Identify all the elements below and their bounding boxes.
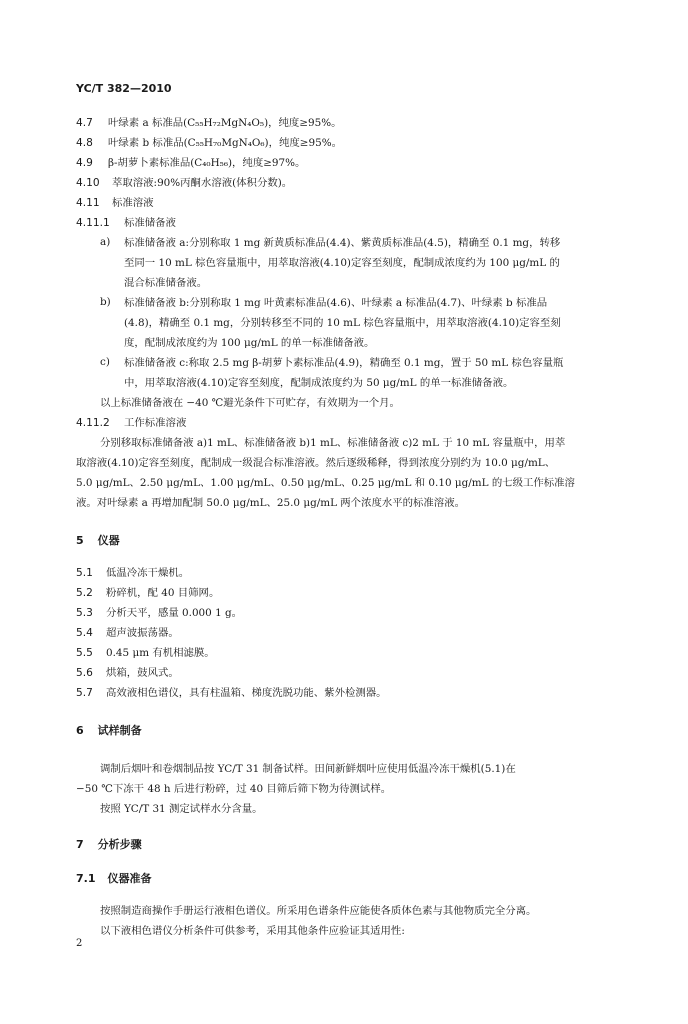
work-line-4: 液。对叶绿素 a 再增加配制 50.0 μg/mL、25.0 μg/mL 两个浓度水平的标准溶液。 (76, 497, 465, 509)
item-a-line-2: 至同一 10 mL 棕色容量瓶中，用萃取溶液(4.10)定容至刻度，配制成浓度约为 100 μg/mL 的 (124, 257, 560, 269)
section-6-heading: 6 试样制备 (76, 724, 142, 737)
prep71-line-1: 按照制造商操作手册运行液相色谱仪。所采用色谱条件应能使各质体色素与其他物质完全分离。 (100, 905, 537, 917)
item-5-2: 5.2 粉碎机，配 40 目筛网。 (76, 587, 220, 599)
item-4-11-1: 4.11.1 标准储备液 (76, 217, 176, 229)
work-line-2: 取溶液(4.10)定容至刻度，配制成一级混合标准溶液。然后逐级稀释，得到浓度分别约为 10.0 μg/mL、 (76, 457, 556, 469)
item-4-11-2: 4.11.2 工作标准溶液 (76, 417, 187, 429)
item-4-8: 4.8 叶绿素 b 标准品(C₅₅H₇₀MgN₄O₆)，纯度≥95%。 (76, 137, 342, 149)
item-5-1: 5.1 低温冷冻干燥机。 (76, 567, 190, 579)
storage-note: 以上标准储备液在 −40 ℃避光条件下可贮存，有效期为一个月。 (100, 397, 400, 409)
item-5-4: 5.4 超声波振荡器。 (76, 627, 179, 639)
list-label-a: a) (100, 236, 111, 248)
prep-line-3: 按照 YC/T 31 测定试样水分含量。 (100, 803, 263, 815)
item-b-line-2: (4.8)，精确至 0.1 mg，分别转移至不同的 10 mL 棕色容量瓶中，用萃取溶液(4.10)定容至刻 (124, 317, 561, 329)
section-7-heading: 7 分析步骤 (76, 838, 142, 851)
item-4-9: 4.9 β-胡萝卜素标准品(C₄₀H₅₆)，纯度≥97%。 (76, 157, 306, 169)
prep-line-1: 调制后烟叶和卷烟制品按 YC/T 31 制备试样。田间新鲜烟叶应使用低温冷冻干燥机(5.1)在 (100, 763, 516, 775)
item-a-line-1: 标准储备液 a:分别称取 1 mg 新黄质标准品(4.4)、紫黄质标准品(4.5)，精确至 0.1 mg，转移 (124, 237, 561, 249)
section-5-heading: 5 仪器 (76, 534, 120, 547)
prep71-line-2: 以下液相色谱仪分析条件可供参考，采用其他条件应验证其适用性: (100, 925, 405, 937)
page-number: 2 (76, 938, 83, 949)
section-7-1-heading: 7.1 仪器准备 (76, 872, 152, 885)
item-b-line-3: 度，配制成浓度约为 100 μg/mL 的单一标准储备液。 (124, 337, 375, 349)
item-5-7: 5.7 高效液相色谱仪，具有柱温箱、梯度洗脱功能、紫外检测器。 (76, 687, 387, 699)
list-label-c: c) (100, 356, 110, 368)
item-5-5: 5.5 0.45 μm 有机相滤膜。 (76, 647, 215, 659)
item-4-11: 4.11 标准溶液 (76, 197, 154, 209)
item-5-6: 5.6 烘箱，鼓风式。 (76, 667, 179, 679)
item-a-line-3: 混合标准储备液。 (124, 277, 208, 289)
prep-line-2: −50 ℃下冻干 48 h 后进行粉碎，过 40 目筛后筛下物为待测试样。 (76, 783, 392, 795)
list-label-b: b) (100, 296, 111, 308)
work-line-1: 分别移取标准储备液 a)1 mL、标准储备液 b)1 mL、标准储备液 c)2 mL 于 10 mL 容量瓶中，用萃 (100, 437, 566, 449)
item-b-line-1: 标准储备液 b:分别称取 1 mg 叶黄素标准品(4.6)、叶绿素 a 标准品(4.7)、叶绿素 b 标准品 (124, 297, 548, 309)
work-line-3: 5.0 μg/mL、2.50 μg/mL、1.00 μg/mL、0.50 μg/mL、0.25 μg/mL 和 0.10 μg/mL 的七级工作标准溶 (76, 477, 575, 489)
standard-header: YC/T 382—2010 (76, 82, 172, 95)
item-5-3: 5.3 分析天平，感量 0.000 1 g。 (76, 607, 243, 619)
item-4-10: 4.10 萃取溶液:90%丙酮水溶液(体积分数)。 (76, 177, 293, 189)
item-4-7: 4.7 叶绿素 a 标准品(C₅₅H₇₂MgN₄O₅)，纯度≥95%。 (76, 117, 342, 129)
item-c-line-2: 中，用萃取溶液(4.10)定容至刻度，配制成浓度约为 50 μg/mL 的单一标准储备液。 (124, 377, 514, 389)
item-c-line-1: 标准储备液 c:称取 2.5 mg β-胡萝卜素标准品(4.9)，精确至 0.1 mg，置于 50 mL 棕色容量瓶 (124, 357, 564, 369)
